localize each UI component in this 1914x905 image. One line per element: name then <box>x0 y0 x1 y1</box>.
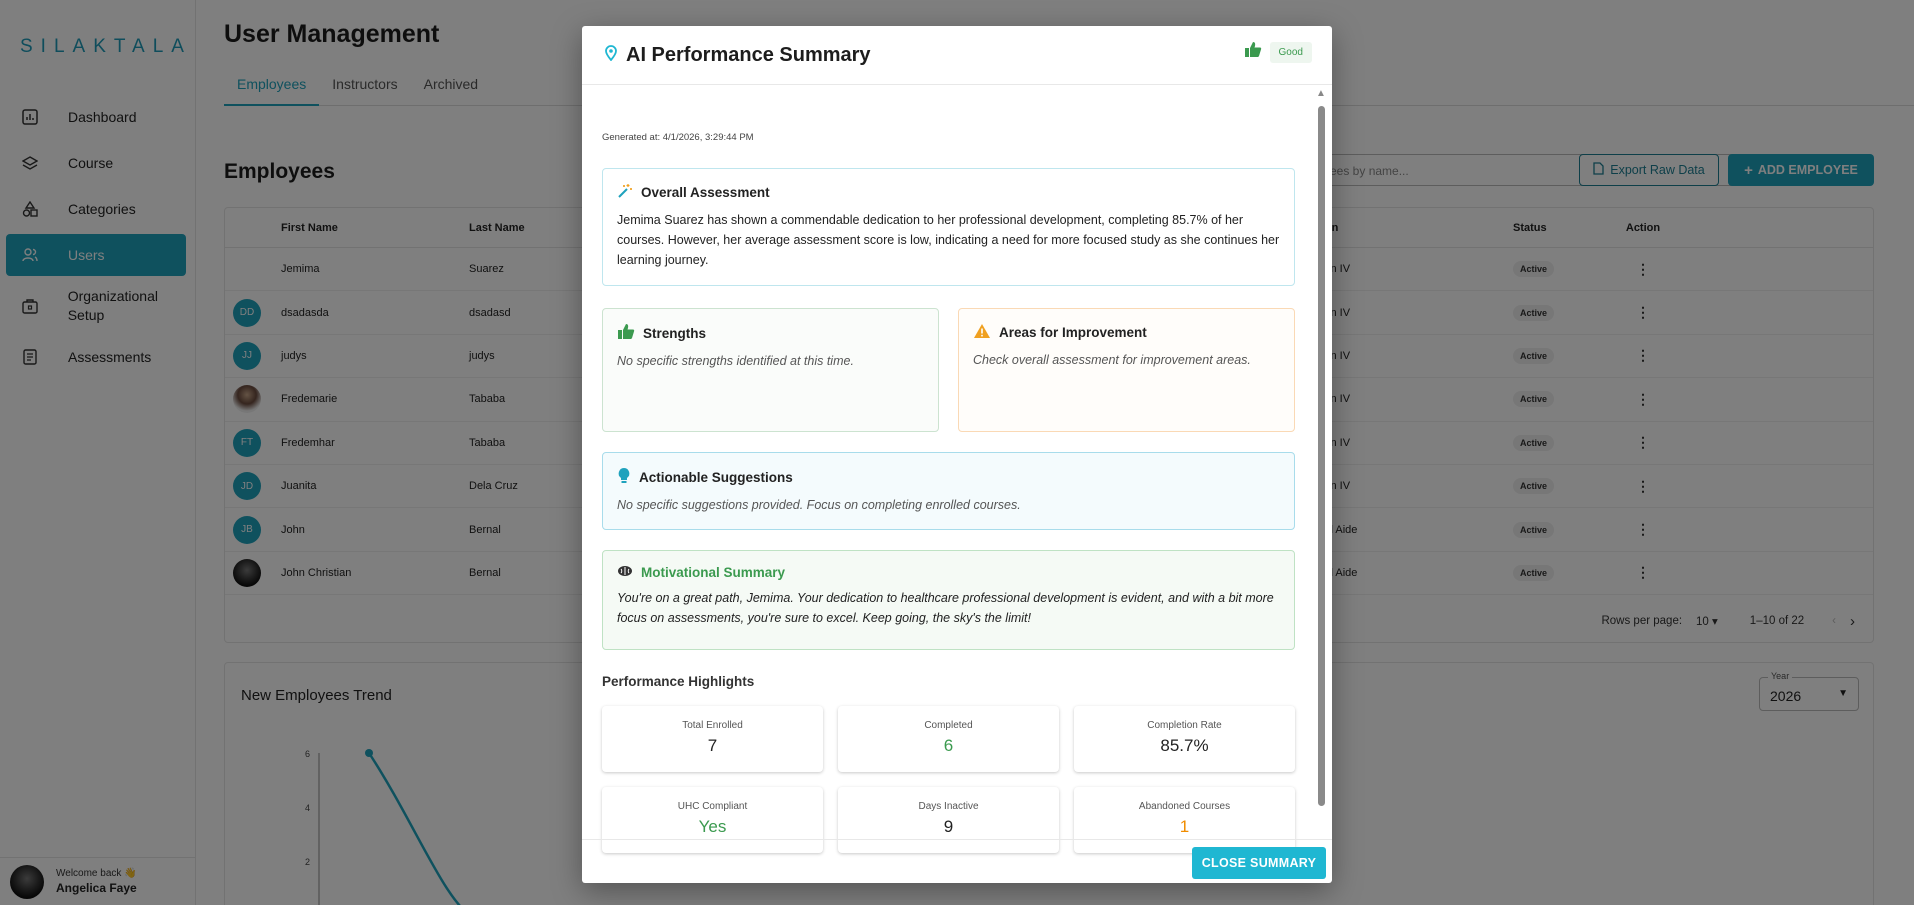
overall-assessment-text: Jemima Suarez has shown a commendable dedication to her professional development, completing 85.7% of her courses. However, her average assessment score is low, indicating a need for more focused study as she continues her learning journey. <box>617 213 1280 267</box>
dialog-scrollbar[interactable] <box>1316 88 1326 866</box>
stat-total-enrolled <box>602 706 823 772</box>
areas-for-improvement-card <box>958 308 1295 432</box>
dialog-footer <box>582 839 1332 883</box>
stat-value: 7 <box>707 736 718 755</box>
location-pin-icon <box>604 45 618 66</box>
improvement-title: Areas for Improvement <box>999 325 1147 340</box>
dialog-body <box>582 86 1316 864</box>
rating-badge: Good <box>1270 42 1312 63</box>
stat-value: Yes <box>698 817 727 836</box>
stat-value: 6 <box>943 736 954 755</box>
performance-highlights-title: Performance Highlights <box>602 674 755 689</box>
overall-assessment-card <box>602 168 1295 286</box>
strengths-text: No specific strengths identified at this time. <box>617 354 854 368</box>
improvement-text: Check overall assessment for improvement areas. <box>973 353 1251 367</box>
thumbs-up-icon <box>617 323 635 343</box>
stat-label: UHC Compliant <box>677 801 748 812</box>
magic-wand-icon <box>617 183 633 202</box>
thumbs-up-icon <box>1244 41 1262 63</box>
brain-icon <box>617 565 633 580</box>
dialog-header <box>582 26 1332 85</box>
stat-completion-rate <box>1074 706 1295 772</box>
motivational-summary-card <box>602 550 1295 650</box>
overall-assessment-title: Overall Assessment <box>641 185 770 200</box>
stat-label: Total Enrolled <box>682 720 743 731</box>
lightbulb-icon <box>617 467 631 487</box>
strengths-card <box>602 308 939 432</box>
stat-label: Abandoned Courses <box>1138 801 1231 812</box>
rating-indicator <box>1244 41 1312 63</box>
stat-label: Completed <box>924 720 973 731</box>
suggestions-title: Actionable Suggestions <box>639 469 793 485</box>
warning-icon <box>973 323 991 342</box>
motivational-text: You're on a great path, Jemima. Your dedication to healthcare professional development is evident, and with a bit more focus on assessments, you're sure to excel. Keep going, the sky's the limit! <box>617 591 1274 625</box>
ai-performance-summary-dialog <box>582 26 1332 883</box>
motivational-title: Motivational Summary <box>641 565 786 580</box>
suggestions-text: No specific suggestions provided. Focus on completing enrolled courses. <box>617 498 1021 512</box>
generated-timestamp: Generated at: 4/1/2026, 3:29:44 PM <box>602 132 754 143</box>
scrollbar-thumb[interactable] <box>1318 106 1325 806</box>
dialog-title: AI Performance Summary <box>626 43 871 66</box>
stat-label: Completion Rate <box>1147 720 1222 731</box>
strengths-title: Strengths <box>643 325 707 341</box>
stat-value: 1 <box>1179 817 1190 836</box>
stat-value: 9 <box>943 817 954 836</box>
stat-value: 85.7% <box>1160 736 1209 755</box>
stat-completed <box>838 706 1059 772</box>
stat-label: Days Inactive <box>918 801 979 812</box>
scroll-up-icon[interactable]: ▲ <box>1316 88 1326 99</box>
actionable-suggestions-card <box>602 452 1295 530</box>
close-summary-button[interactable]: CLOSE SUMMARY <box>1192 847 1326 879</box>
